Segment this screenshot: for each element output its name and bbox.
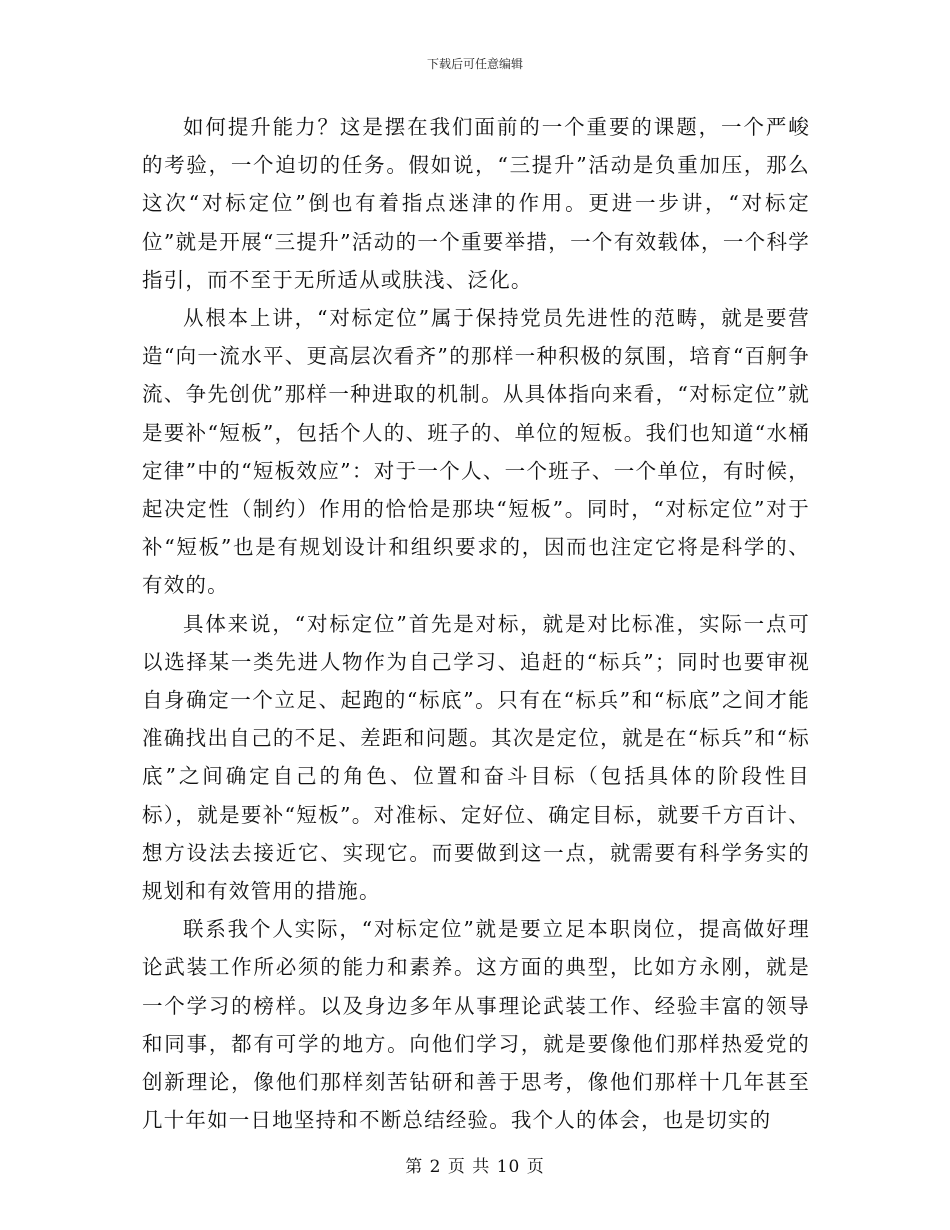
paragraph-1: 如何提升能力？这是摆在我们面前的一个重要的课题，一个严峻的考验，一个迫切的任务。假如说，“三提升”活动是负重加压，那么这次“对标定位”倒也有着指点迷津的作用。更进一步讲，“对标定位”就是开展“三提升”活动的一个重要举措，一个有效载体，一个科学指引，而不至于无所适从或肤浅、泛化。: [142, 115, 810, 292]
page-number-footer: 第 2 页 共 10 页: [405, 1157, 545, 1177]
paragraph-3: 具体来说，“对标定位”首先是对标，就是对比标准，实际一点可以选择某一类先进人物作为自己学习、追赶的“标兵”；同时也要审视自身确定一个立足、起跑的“标底”。只有在“标兵”和“标底”之间才能准确找出自己的不足、差距和问题。其次是定位，就是在“标兵”和“标底”之间确定自己的角色、位置和奋斗目标（包括具体的阶段性目标），就是要补“短板”。对准标、定好位、确定目标，就要千方百计、想方设法去接近它、实现它。而要做到这一点，就需要有科学务实的规划和有效管用的措施。: [142, 611, 810, 904]
paragraph-4: 联系我个人实际，“对标定位”就是要立足本职岗位，提高做好理论武装工作所必须的能力和素养。这方面的典型，比如方永刚，就是一个学习的榜样。以及身边多年从事理论武装工作、经验丰富的领导和同事，都有可学的地方。向他们学习，就是要像他们那样热爱党的创新理论，像他们那样刻苦钻研和善于思考，像他们那样十几年甚至几十年如一日地坚持和不断总结经验。我个人的体会，也是切实的: [142, 917, 810, 1133]
document-body: [142, 108, 810, 1139]
page-header: 下载后可任意编辑: [426, 57, 523, 71]
paragraph-2: 从根本上讲，“对标定位”属于保持党员先进性的范畴，就是要营造“向一流水平、更高层次看齐”的那样一种积极的氛围，培育“百舸争流、争先创优”那样一种进取的机制。从具体指向来看，“对标定位”就是要补“短板”，包括个人的、班子的、单位的短板。我们也知道“水桶定律”中的“短板效应”：对于一个人、一个班子、一个单位，有时候，起决定性（制约）作用的恰恰是那块“短板”。同时，“对标定位”对于补“短板”也是有规划设计和组织要求的，因而也注定它将是科学的、有效的。: [142, 306, 810, 598]
